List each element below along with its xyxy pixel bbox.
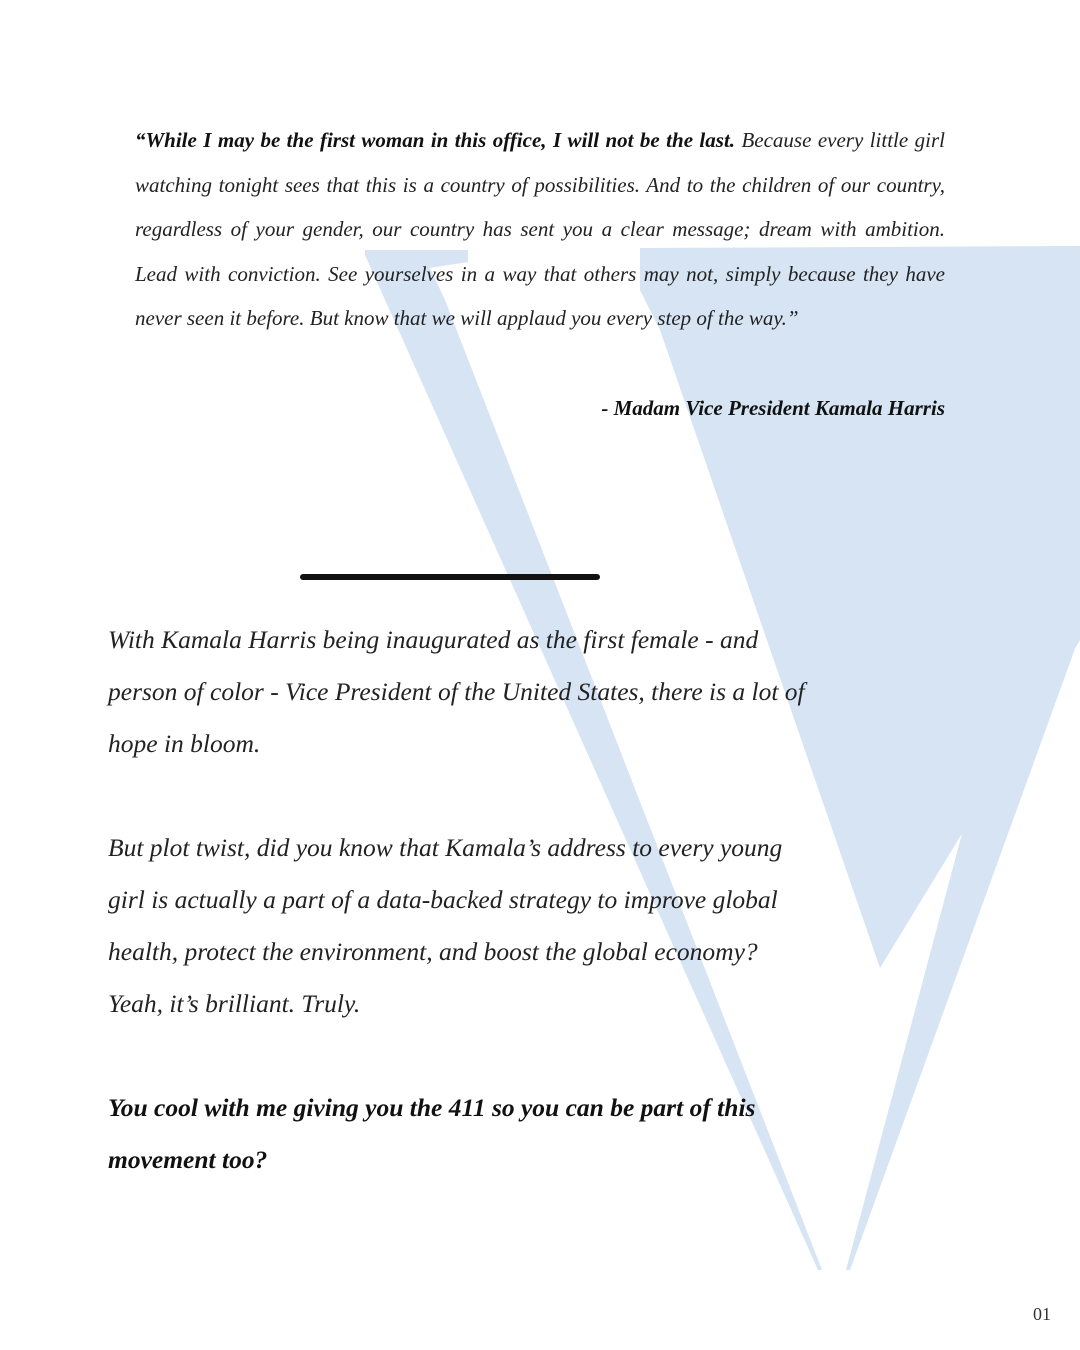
body-copy [108, 614, 808, 1186]
quote-body: Because every little girl watching tonight sees that this is a country of possibilities. And to the children of our country, regardless of your gender, our country has sent you a clear message; dream with ambition. Lead with conviction. See yourselves in a way that others may not, simply because they have never seen it before. But know that we will applaud you every step of the way.” [135, 128, 945, 331]
quote-bold-lead: “While I may be the first woman in this office, I will not be the last. [135, 128, 736, 152]
section-divider [300, 574, 600, 580]
call-to-action: You cool with me giving you the 411 so you can be part of this movement too? [108, 1093, 756, 1174]
quote-attribution: - Madam Vice President Kamala Harris [601, 396, 945, 420]
body-paragraph-1: With Kamala Harris being inaugurated as the first female - and person of color - Vice President of the United States, there is a lot of hope in bloom. [108, 625, 805, 758]
quote-text [135, 118, 945, 341]
body-paragraph-2: But plot twist, did you know that Kamala’s address to every young girl is actually a part of a data-backed strategy to improve global health, protect the environment, and boost the global economy? Yeah, it’s brilliant. Truly. [108, 833, 783, 1018]
page-number: 01 [1033, 1304, 1051, 1324]
